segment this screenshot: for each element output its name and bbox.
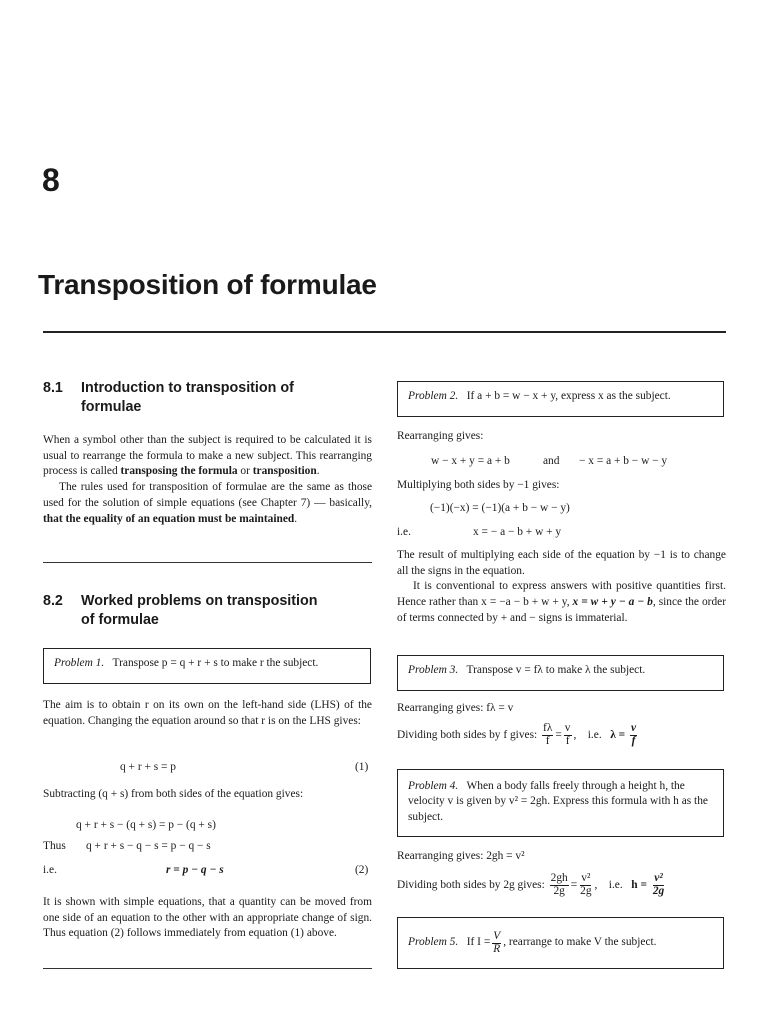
fraction-numerator: v²: [654, 872, 663, 884]
result-lhs: h =: [631, 879, 647, 892]
discussion-paragraph-1: The result of multiplying each side of the equation by −1 is to change all the signs in the equation.: [397, 549, 726, 577]
equation-3: x = − a − b + w + y: [473, 526, 562, 538]
fraction-numerator: 2gh: [550, 872, 568, 884]
fraction-numerator: fλ: [543, 722, 553, 734]
fraction-denominator: f: [565, 734, 570, 747]
problem-1-solution: [43, 698, 372, 729]
fraction-denominator: 2g: [580, 884, 592, 897]
ie-label: i.e.: [608, 879, 623, 892]
intro-paragraph-1: When a symbol other than the subject is required to be calculated it is usual to rearrange the formula to make a new subject. This rearranging process is called transposing the formula or transposition.: [43, 434, 372, 478]
section-8-1-heading: [43, 379, 372, 417]
equation-2: q + r + s − (q + s) = p − (q + s): [76, 819, 216, 831]
equation-number: (2): [355, 864, 369, 876]
equation-number: (1): [355, 761, 369, 773]
thus-label: Thus: [43, 840, 66, 852]
problem-3-box: [397, 655, 724, 691]
section-title-line2: formulae: [81, 398, 142, 415]
fraction-numerator: v: [631, 722, 637, 734]
title-rule: [43, 331, 726, 333]
problem-4-box: [397, 769, 724, 837]
problem-label: Problem 2.: [408, 390, 459, 402]
solution-text: Subtracting (q + s) from both sides of the equation gives:: [43, 788, 304, 800]
solution-text: Rearranging gives: 2gh = v²: [397, 850, 525, 862]
problem-1-conclusion: [43, 895, 372, 942]
problem-statement: Transpose v = fλ to make λ the subject.: [466, 664, 646, 676]
chapter-title: Transposition of formulae: [38, 269, 377, 300]
problem-statement: If a + b = w − x + y, express x as the subject.: [466, 390, 671, 402]
problem-label: Problem 5.: [408, 936, 459, 949]
section-number: 8.1: [43, 380, 63, 396]
problem-label: Problem 1.: [54, 657, 105, 669]
section-title-line1: Introduction to transposition of: [81, 380, 294, 396]
ie-label: i.e.: [43, 864, 57, 876]
ie-label: i.e.: [397, 526, 411, 538]
discussion-paragraph-2: It is conventional to express answers with positive quantities first. Hence rather than x = −a − b + w + y, x = w + y − a − b, since the order of terms connected by + and − signs is immaterial.: [397, 580, 726, 624]
problem-text-pre: If I =: [466, 936, 491, 949]
solution-text: Rearranging gives:: [397, 430, 484, 442]
fraction-numerator: V: [493, 929, 501, 942]
intro-text: [43, 433, 372, 527]
problem-4-division: Dividing both sides by 2g gives: $\frac{2gh}{2g}$ = $\frac{\text{v²}}{2g}$ , i.e. h = $\frac{\text{v²}}{2g}$: [397, 872, 665, 897]
ie-label: i.e.: [587, 729, 602, 742]
intro-paragraph-2: The rules used for transposition of formulae are the same as those used for the solution of simple equations (see Chapter 7) — basically, that the equality of an equation must be maintained.: [43, 481, 372, 525]
fraction-denominator: R: [493, 942, 501, 955]
equation-4: r = p − q − s: [166, 864, 224, 876]
solution-paragraph: The aim is to obtain r on its own on the left-hand side (LHS) of the equation. Changing the equation around so that r is on the LHS gives:: [43, 699, 372, 727]
problem-label: Problem 3.: [408, 664, 459, 676]
chapter-number: 8: [42, 162, 60, 198]
section-title-line2: of formulae: [81, 611, 159, 628]
fraction-numerator: v: [564, 722, 571, 734]
fraction-denominator: 2g: [553, 884, 565, 897]
problem-statement: When a body falls freely through a height h, the velocity v is given by v² = 2gh. Express this formula with h as the subject.: [408, 780, 708, 823]
equation-1: q + r + s = p: [120, 761, 176, 773]
solution-text: Rearranging gives: fλ = v: [397, 702, 514, 714]
problem-2-box: [397, 381, 724, 417]
equation-3: q + r + s − q − s = p − q − s: [86, 840, 211, 852]
equation-2: (−1)(−x) = (−1)(a + b − w − y): [430, 502, 570, 514]
problem-statement: Transpose p = q + r + s to make r the subject.: [112, 657, 319, 669]
fraction-denominator: f: [545, 734, 550, 747]
problem-3-division: Dividing both sides by f gives: $\frac{f\lambda}{f}$ = $\frac{v}{f}$ , i.e. λ = $\frac{v}{f}$: [397, 722, 637, 747]
section-8-2-heading: [43, 592, 372, 630]
equation-1a: w − x + y = a + b: [431, 455, 510, 467]
section-title-line1: Worked problems on transposition: [81, 593, 318, 609]
problem-label: Problem 4.: [408, 780, 459, 792]
column-end-rule: [43, 968, 372, 969]
equation-1b: − x = a + b − w − y: [579, 455, 668, 467]
fraction-denominator: f: [631, 734, 636, 747]
problem-1-box: [43, 648, 371, 684]
fraction-denominator: 2g: [652, 884, 665, 897]
section-number: 8.2: [43, 593, 63, 609]
problem-5-box: [397, 917, 724, 969]
fraction-numerator: v²: [581, 872, 591, 884]
and-label: and: [543, 455, 560, 467]
solution-text: Multiplying both sides by −1 gives:: [397, 479, 560, 491]
result-lhs: λ =: [610, 729, 626, 742]
section-divider: [43, 562, 372, 563]
problem-2-discussion: [397, 548, 726, 627]
conclusion-paragraph: It is shown with simple equations, that a quantity can be moved from one side of an equation to the other with an appropriate change of sign. Thus equation (2) follows immediately from equation (1) above.: [43, 896, 372, 940]
problem-text-post: , rearrange to make V the subject.: [503, 936, 657, 949]
